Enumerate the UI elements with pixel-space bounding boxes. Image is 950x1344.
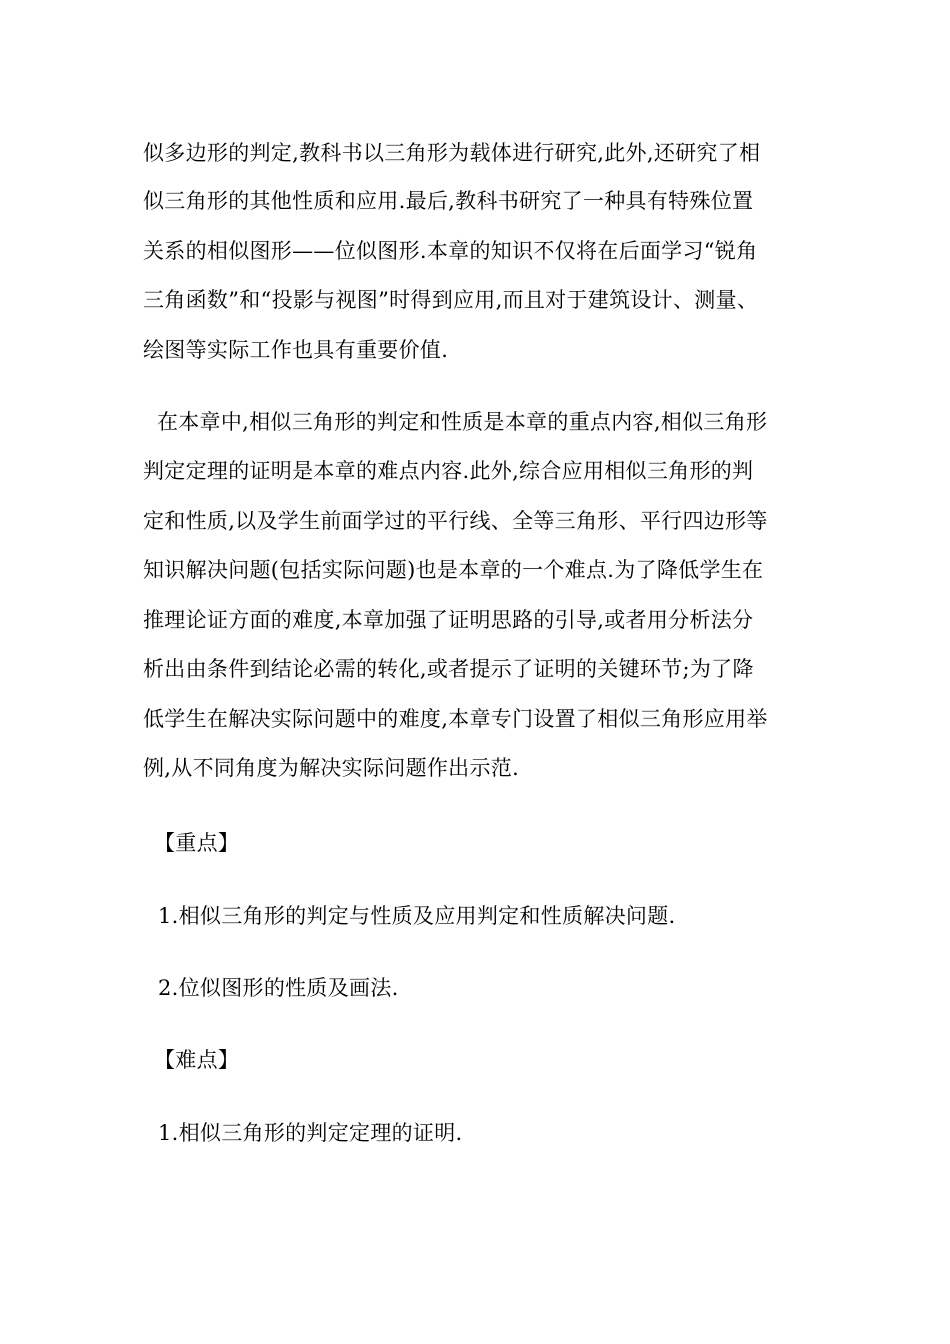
text-line: 低学生在解决实际问题中的难度,本章专门设置了相似三角形应用举	[143, 707, 768, 731]
section-heading: 【重点】	[154, 831, 240, 855]
text-line: 似多边形的判定,教科书以三角形为载体进行研究,此外,还研究了相	[143, 141, 761, 165]
text-line: 在本章中,相似三角形的判定和性质是本章的重点内容,相似三角形	[143, 410, 768, 434]
list-item: 1.相似三角形的判定定理的证明.	[158, 1121, 463, 1145]
text-line: 似三角形的其他性质和应用.最后,教科书研究了一种具有特殊位置	[143, 189, 754, 213]
section-heading: 【难点】	[154, 1048, 240, 1072]
text-line: 知识解决问题(包括实际问题)也是本章的一个难点.为了降低学生在	[143, 558, 764, 582]
text-line: 推理论证方面的难度,本章加强了证明思路的引导,或者用分析法分	[143, 608, 754, 632]
text-line: 例,从不同角度为解决实际问题作出示范.	[143, 756, 520, 780]
text-line: 析出由条件到结论必需的转化,或者提示了证明的关键环节;为了降	[143, 657, 754, 681]
text-line: 三角函数”和“投影与视图”时得到应用,而且对于建筑设计、测量、	[143, 288, 759, 312]
text-line: 关系的相似图形——位似图形.本章的知识不仅将在后面学习“锐角	[143, 239, 758, 263]
list-item: 1.相似三角形的判定与性质及应用判定和性质解决问题.	[158, 904, 676, 928]
text-line: 绘图等实际工作也具有重要价值.	[143, 338, 449, 362]
list-item: 2.位似图形的性质及画法.	[158, 976, 399, 1000]
text-line: 定和性质,以及学生前面学过的平行线、全等三角形、平行四边形等	[143, 509, 768, 533]
text-line: 判定定理的证明是本章的难点内容.此外,综合应用相似三角形的判	[143, 459, 754, 483]
